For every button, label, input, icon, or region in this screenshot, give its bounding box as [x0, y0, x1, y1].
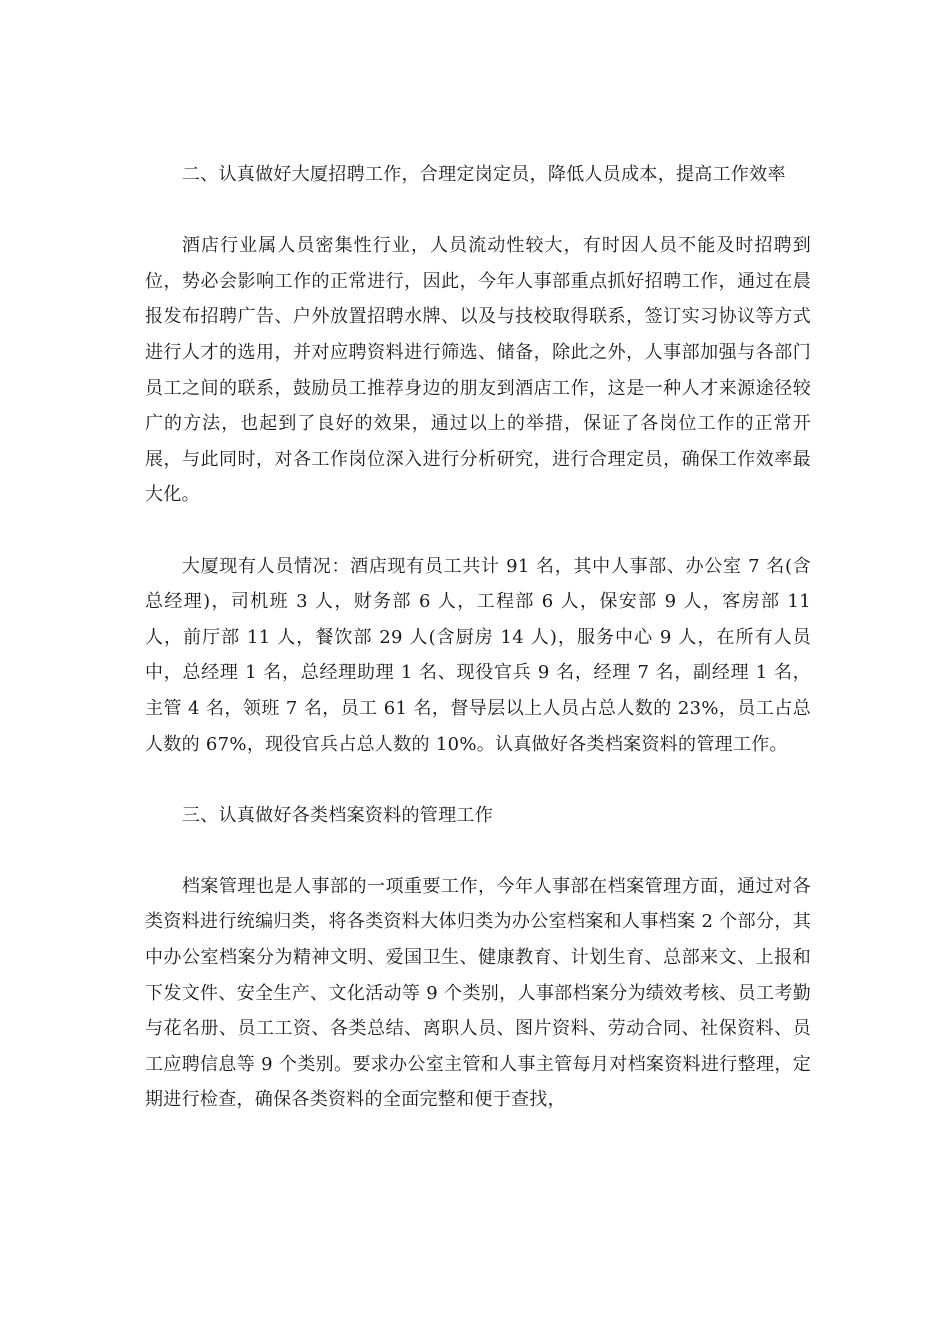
paragraph-spacer: [145, 762, 811, 798]
paragraph-staff-statistics: 大厦现有人员情况：酒店现有员工共计 91 名，其中人事部、办公室 7 名(含总经理)，司机班 3 人，财务部 6 人，工程部 6 人，保安部 9 人，客房部 11 人，前厅部 11 人，餐饮部 29 人(含厨房 14 人)，服务中心 9 人，在所有人员中，总经理 1 名，总经理助理 1 名、现役官兵 9 名，经理 7 名，副经理 1 名，主管 4 名，领班 7 名，员工 61 名，督导层以上人员占总人数的 23%，员工占总人数的 67%，现役官兵占总人数的 10%。认真做好各类档案资料的管理工作。: [145, 555, 811, 755]
paragraph-spacer: [145, 193, 811, 229]
section-heading-recruitment: 二、认真做好大厦招聘工作，合理定岗定员，降低人员成本，提高工作效率: [181, 164, 786, 185]
paragraph-spacer: [145, 833, 811, 869]
paragraph-archives: 档案管理也是人事部的一项重要工作，今年人事部在档案管理方面，通过对各类资料进行统编归类，将各类资料大体归类为办公室档案和人事档案 2 个部分，其中办公室档案分为精神文明、爱国卫生、健康教育、计划生育、总部来文、上报和下发文件、安全生产、文化活动等 9 个类别，人事部档案分为绩效考核、员工考勤与花名册、员工工资、各类总结、离职人员、图片资料、劳动合同、社保资料、员工应聘信息等 9 个类别。要求办公室主管和人事主管每月对档案资料进行整理，定期进行检查，确保各类资料的全面完整和便于查找，: [145, 875, 811, 1111]
paragraph-recruitment: 酒店行业属人员密集性行业，人员流动性较大，有时因人员不能及时招聘到位，势必会影响工作的正常进行，因此，今年人事部重点抓好招聘工作，通过在晨报发布招聘广告、户外放置招聘水牌、以及与技校取得联系，签订实习协议等方式进行人才的选用，并对应聘资料进行筛选、储备，除此之外，人事部加强与各部门员工之间的联系，鼓励员工推荐身边的朋友到酒店工作，这是一种人才来源途径较广的方法，也起到了良好的效果，通过以上的举措，保证了各岗位工作的正常开展，与此同时，对各工作岗位深入进行分析研究，进行合理定员，确保工作效率最大化。: [145, 235, 811, 506]
paragraph-spacer: [145, 513, 811, 549]
document-body: [145, 157, 811, 1118]
section-heading-archives: 三、认真做好各类档案资料的管理工作: [181, 804, 493, 826]
